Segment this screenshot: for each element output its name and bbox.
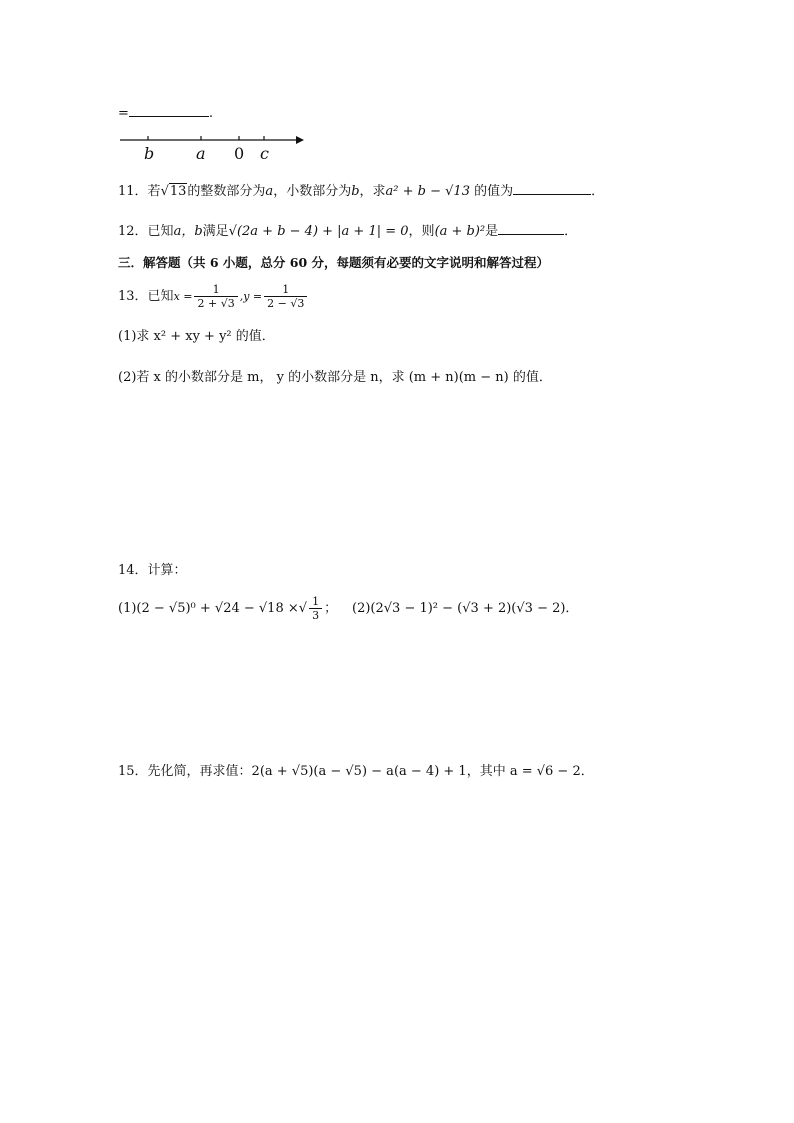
question-11: 11．若√13的整数部分为a，小数部分为b，求a² + b − √13 的值为 ． bbox=[118, 184, 605, 199]
question-13: 13．已知x = $\frac{1}{2 + √3}$ ,y = $\frac{1}{2 - √3}$ bbox=[118, 282, 309, 312]
continuation-answer-line: = . bbox=[118, 106, 214, 121]
label-zero: 0 bbox=[234, 144, 245, 163]
question-15: 15．先化简，再求值：2(a + √5)(a − √5) − a(a − 4) + 1，其中 a = √6 − 2． bbox=[118, 764, 594, 779]
question-12: 12．已知a，b满足√(2a + b − 4) + |a + 1| = 0，则(a + b)²是 ． bbox=[118, 224, 578, 239]
q14-sqrt-fraction: $\frac{1}{3}$ bbox=[309, 595, 322, 622]
label-c: c bbox=[260, 144, 269, 163]
q12-condition: √(2a + b − 4) + |a + 1| = 0 bbox=[228, 224, 409, 239]
q14-part1-expression: (2 − √5)⁰ + √24 − √18 × bbox=[136, 601, 299, 616]
number-line bbox=[118, 128, 308, 168]
question-14-part-2: (2)(2√3 − 1)² − (√3 + 2)(√3 − 2)． bbox=[352, 601, 579, 616]
label-b: b bbox=[144, 144, 155, 163]
question-14-title: 14．计算： bbox=[118, 563, 187, 578]
section-heading: 三．解答题（共 6 小题，总分 60 分，每题须有必要的文字说明和解答过程） bbox=[118, 255, 550, 270]
answer-blank bbox=[129, 104, 209, 117]
equals-sign: = bbox=[118, 106, 129, 121]
question-13-part-1: (1)求 x² + xy + y² 的值． bbox=[118, 329, 275, 344]
q12-target: (a + b)² bbox=[434, 224, 486, 239]
label-a: a bbox=[196, 144, 206, 163]
question-14-part-1: (1)(2 − √5)⁰ + √24 − √18 ×√ $\frac{1}{3}$ ； bbox=[118, 595, 338, 622]
y-fraction: $\frac{1}{2 - √3}$ bbox=[264, 283, 307, 310]
q11-answer-blank bbox=[513, 182, 591, 195]
question-13-part-2: (2)若 x 的小数部分是 m， y 的小数部分是 n，求 (m + n)(m − n) 的值． bbox=[118, 370, 552, 385]
sqrt-13: √13 bbox=[160, 184, 187, 199]
x-fraction: $\frac{1}{2 + √3}$ bbox=[194, 283, 237, 310]
q12-answer-blank bbox=[498, 222, 564, 235]
q11-expression: a² + b − √13 bbox=[385, 184, 470, 199]
